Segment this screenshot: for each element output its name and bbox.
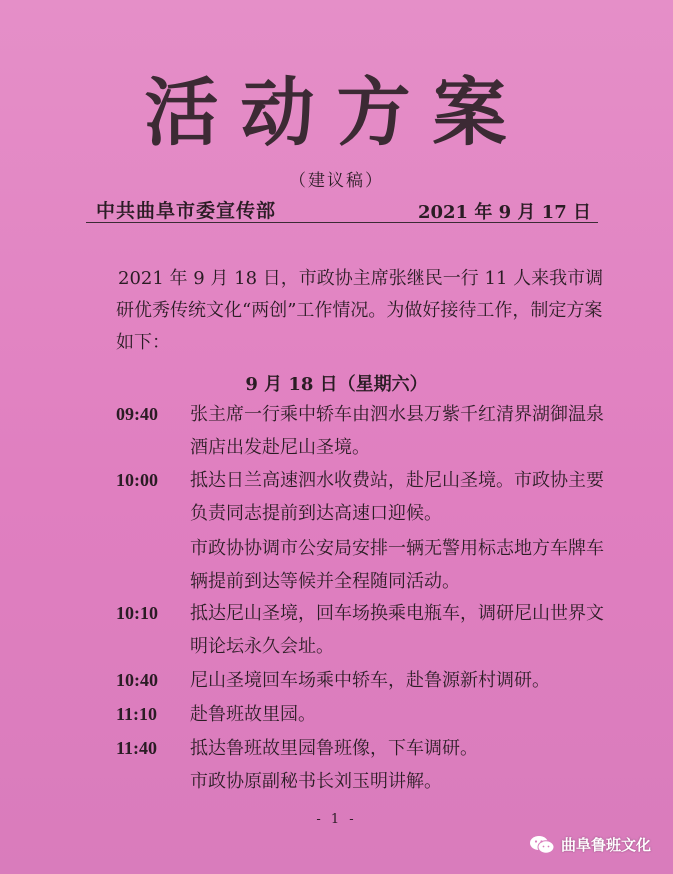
document-date: 2021 年 9 月 17 日 bbox=[417, 202, 591, 223]
schedule-text: 尼山圣境回车场乘中轿车，赴鲁源新村调研。 bbox=[190, 670, 550, 691]
schedule-text: 抵达鲁班故里园鲁班像，下车调研。 bbox=[190, 738, 478, 759]
document-subtitle: （建议稿） bbox=[289, 171, 384, 191]
schedule-time: 10:40 bbox=[116, 670, 158, 690]
wechat-icon bbox=[529, 835, 555, 855]
watermark-label: 曲阜鲁班文化 bbox=[560, 836, 651, 854]
document-title: 活动方案 bbox=[144, 70, 529, 156]
account-watermark bbox=[529, 834, 651, 855]
issuer-name: 中共曲阜市委宣传部 bbox=[96, 200, 277, 222]
day-heading: 9 月 18 日（星期六） bbox=[245, 374, 428, 395]
schedule-time: 10:10 bbox=[116, 603, 158, 623]
schedule-time: 11:10 bbox=[116, 704, 158, 724]
schedule-text: 赴鲁班故里园。 bbox=[190, 704, 316, 725]
schedule-time: 11:40 bbox=[116, 738, 158, 758]
schedule-text: 张主席一行乘中轿车由泗水县万紫千红清界湖御温泉酒店出发赴尼山圣境。 bbox=[190, 404, 604, 458]
schedule-text: 抵达尼山圣境，回车场换乘电瓶车，调研尼山世界文明论坛永久会址。 bbox=[190, 603, 604, 657]
header-divider bbox=[86, 222, 598, 223]
page-number: - 1 - bbox=[316, 812, 357, 827]
intro-paragraph: 2021 年 9 月 18 日，市政协主席张继民一行 11 人来我市调研优秀传统文化“两创”工作情况。为做好接待工作，制定方案如下： bbox=[116, 268, 604, 353]
schedule-time: 10:00 bbox=[116, 470, 158, 490]
schedule-text: 抵达日兰高速泗水收费站，赴尼山圣境。市政协主要负责同志提前到达高速口迎候。 bbox=[190, 470, 604, 524]
schedule-note: 市政协原副秘书长刘玉明讲解。 bbox=[190, 771, 442, 792]
schedule-time: 09:40 bbox=[116, 404, 158, 424]
schedule-note: 市政协协调市公安局安排一辆无警用标志地方车牌车辆提前到达等候并全程随同活动。 bbox=[190, 538, 604, 592]
